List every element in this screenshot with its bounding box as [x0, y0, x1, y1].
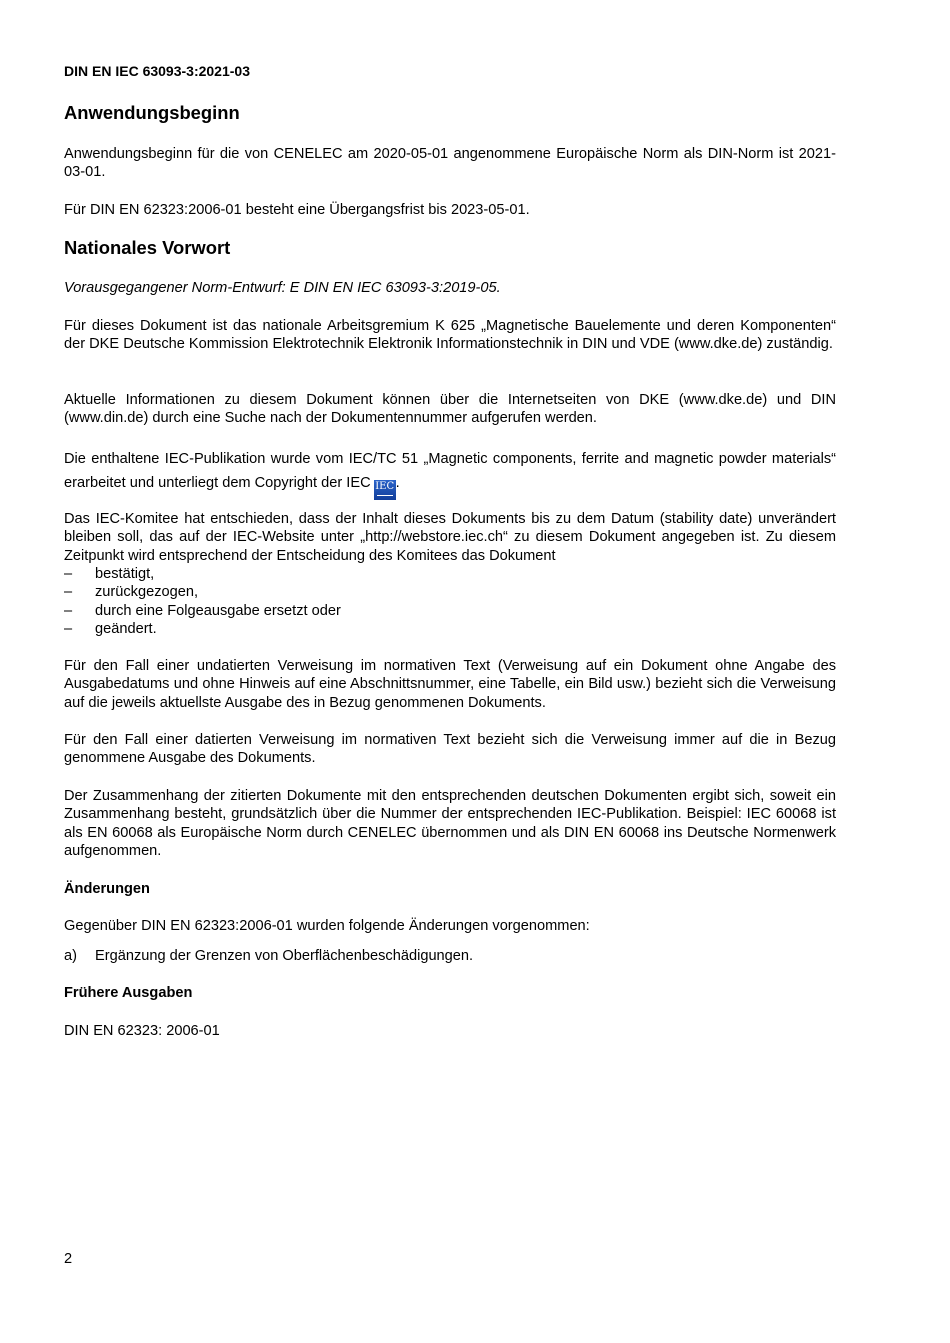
- paragraph: Für den Fall einer undatierten Verweisung im normativen Text (Verweisung auf ein Dokument ohne Angabe des Ausgabedatums und ohne Hinweis auf eine Abschnittsnummer, eine Tabelle, ein Bild usw.) bezieht sich die Verweisung auf die jeweils aktuellste Ausgabe des in Bezug genommenen Dokuments.: [64, 658, 836, 711]
- list-text: geändert.: [95, 621, 157, 638]
- section-title-nationales-vorwort: Nationales Vorwort: [64, 237, 231, 258]
- list-text: Ergänzung der Grenzen von Oberflächenbeschädigungen.: [95, 948, 474, 964]
- paragraph: [64, 447, 836, 500]
- list-item: [64, 583, 836, 601]
- iec-logo-icon: IEC: [374, 480, 396, 500]
- italic-paragraph: Vorausgegangener Norm-Entwurf: E DIN EN IEC 63093-3:2019-05.: [64, 280, 501, 296]
- paragraph: Für den Fall einer datierten Verweisung im normativen Text bezieht sich die Verweisung immer auf die in Bezug genommene Ausgabe des Dokuments.: [64, 732, 836, 767]
- subheading-fruehere-ausgaben: Frühere Ausgaben: [64, 985, 193, 1001]
- paragraph: DIN EN 62323: 2006-01: [64, 1023, 220, 1039]
- list-item: [64, 602, 836, 620]
- list-marker: –: [64, 621, 73, 638]
- changes-list: [64, 947, 836, 965]
- list-item: [64, 620, 836, 638]
- list-item: [64, 565, 836, 583]
- paragraph: Für dieses Dokument ist das nationale Arbeitsgremium K 625 „Magnetische Bauelemente und deren Komponenten“ der DKE Deutsche Kommission Elektrotechnik Elektronik Informationstechnik in DIN und VDE (www.dke.de) zuständig.: [64, 318, 836, 353]
- list-text: durch eine Folgeausgabe ersetzt oder: [95, 602, 341, 619]
- list-marker: –: [64, 566, 73, 582]
- list-text: zurückgezogen,: [95, 584, 199, 601]
- document-id: DIN EN IEC 63093-3:2021-03: [64, 63, 250, 79]
- paragraph: Das IEC-Komitee hat entschieden, dass der Inhalt dieses Dokuments bis zu dem Datum (stability date) unverändert bleiben soll, das auf der IEC-Website unter „http://webstore.iec.ch“ zu diesem Dokument angegeben ist. Zu diesem Zeitpunkt wird entsprechend der Entscheidung des Komitees das Dokument: [64, 511, 836, 564]
- paragraph: Der Zusammenhang der zitierten Dokumente mit den entsprechenden deutschen Dokumenten ergibt sich, soweit ein Zusammenhang besteht, grundsätzlich über die Nummer der entsprechenden IEC-Publikation. Beispiel: IEC 60068 ist als EN 60068 als Europäische Norm durch CENELEC übernommen und als DIN EN 60068 ins Deutsche Normenwerk aufgenommen.: [64, 788, 836, 860]
- subheading-aenderungen: Änderungen: [64, 881, 150, 897]
- list-item: [64, 947, 836, 965]
- page-number: 2: [64, 1251, 73, 1267]
- paragraph-end: .: [395, 475, 400, 491]
- paragraph: Gegenüber DIN EN 62323:2006-01 wurden folgende Änderungen vorgenommen:: [64, 918, 590, 934]
- list-marker: a): [64, 948, 77, 964]
- list-marker: –: [64, 602, 73, 619]
- section-title-anwendungsbeginn: Anwendungsbeginn: [64, 102, 240, 123]
- paragraph-text: Die enthaltene IEC-Publikation wurde vom IEC/TC 51 „Magnetic components, ferrite and magnetic powder materials“ erarbeitet und unterliegt dem Copyright der IEC: [64, 451, 836, 491]
- paragraph: Anwendungsbeginn für die von CENELEC am 2020-05-01 angenommene Europäische Norm als DIN-Norm ist 2021-03-01.: [64, 146, 836, 181]
- list-marker: –: [64, 584, 73, 601]
- list-text: bestätigt,: [95, 566, 155, 582]
- status-list: [64, 565, 836, 639]
- paragraph: Für DIN EN 62323:2006-01 besteht eine Übergangsfrist bis 2023-05-01.: [64, 202, 530, 218]
- paragraph: Aktuelle Informationen zu diesem Dokument können über die Internetseiten von DKE (www.dke.de) und DIN (www.din.de) durch eine Suche nach der Dokumentennummer aufgerufen werden.: [64, 392, 836, 427]
